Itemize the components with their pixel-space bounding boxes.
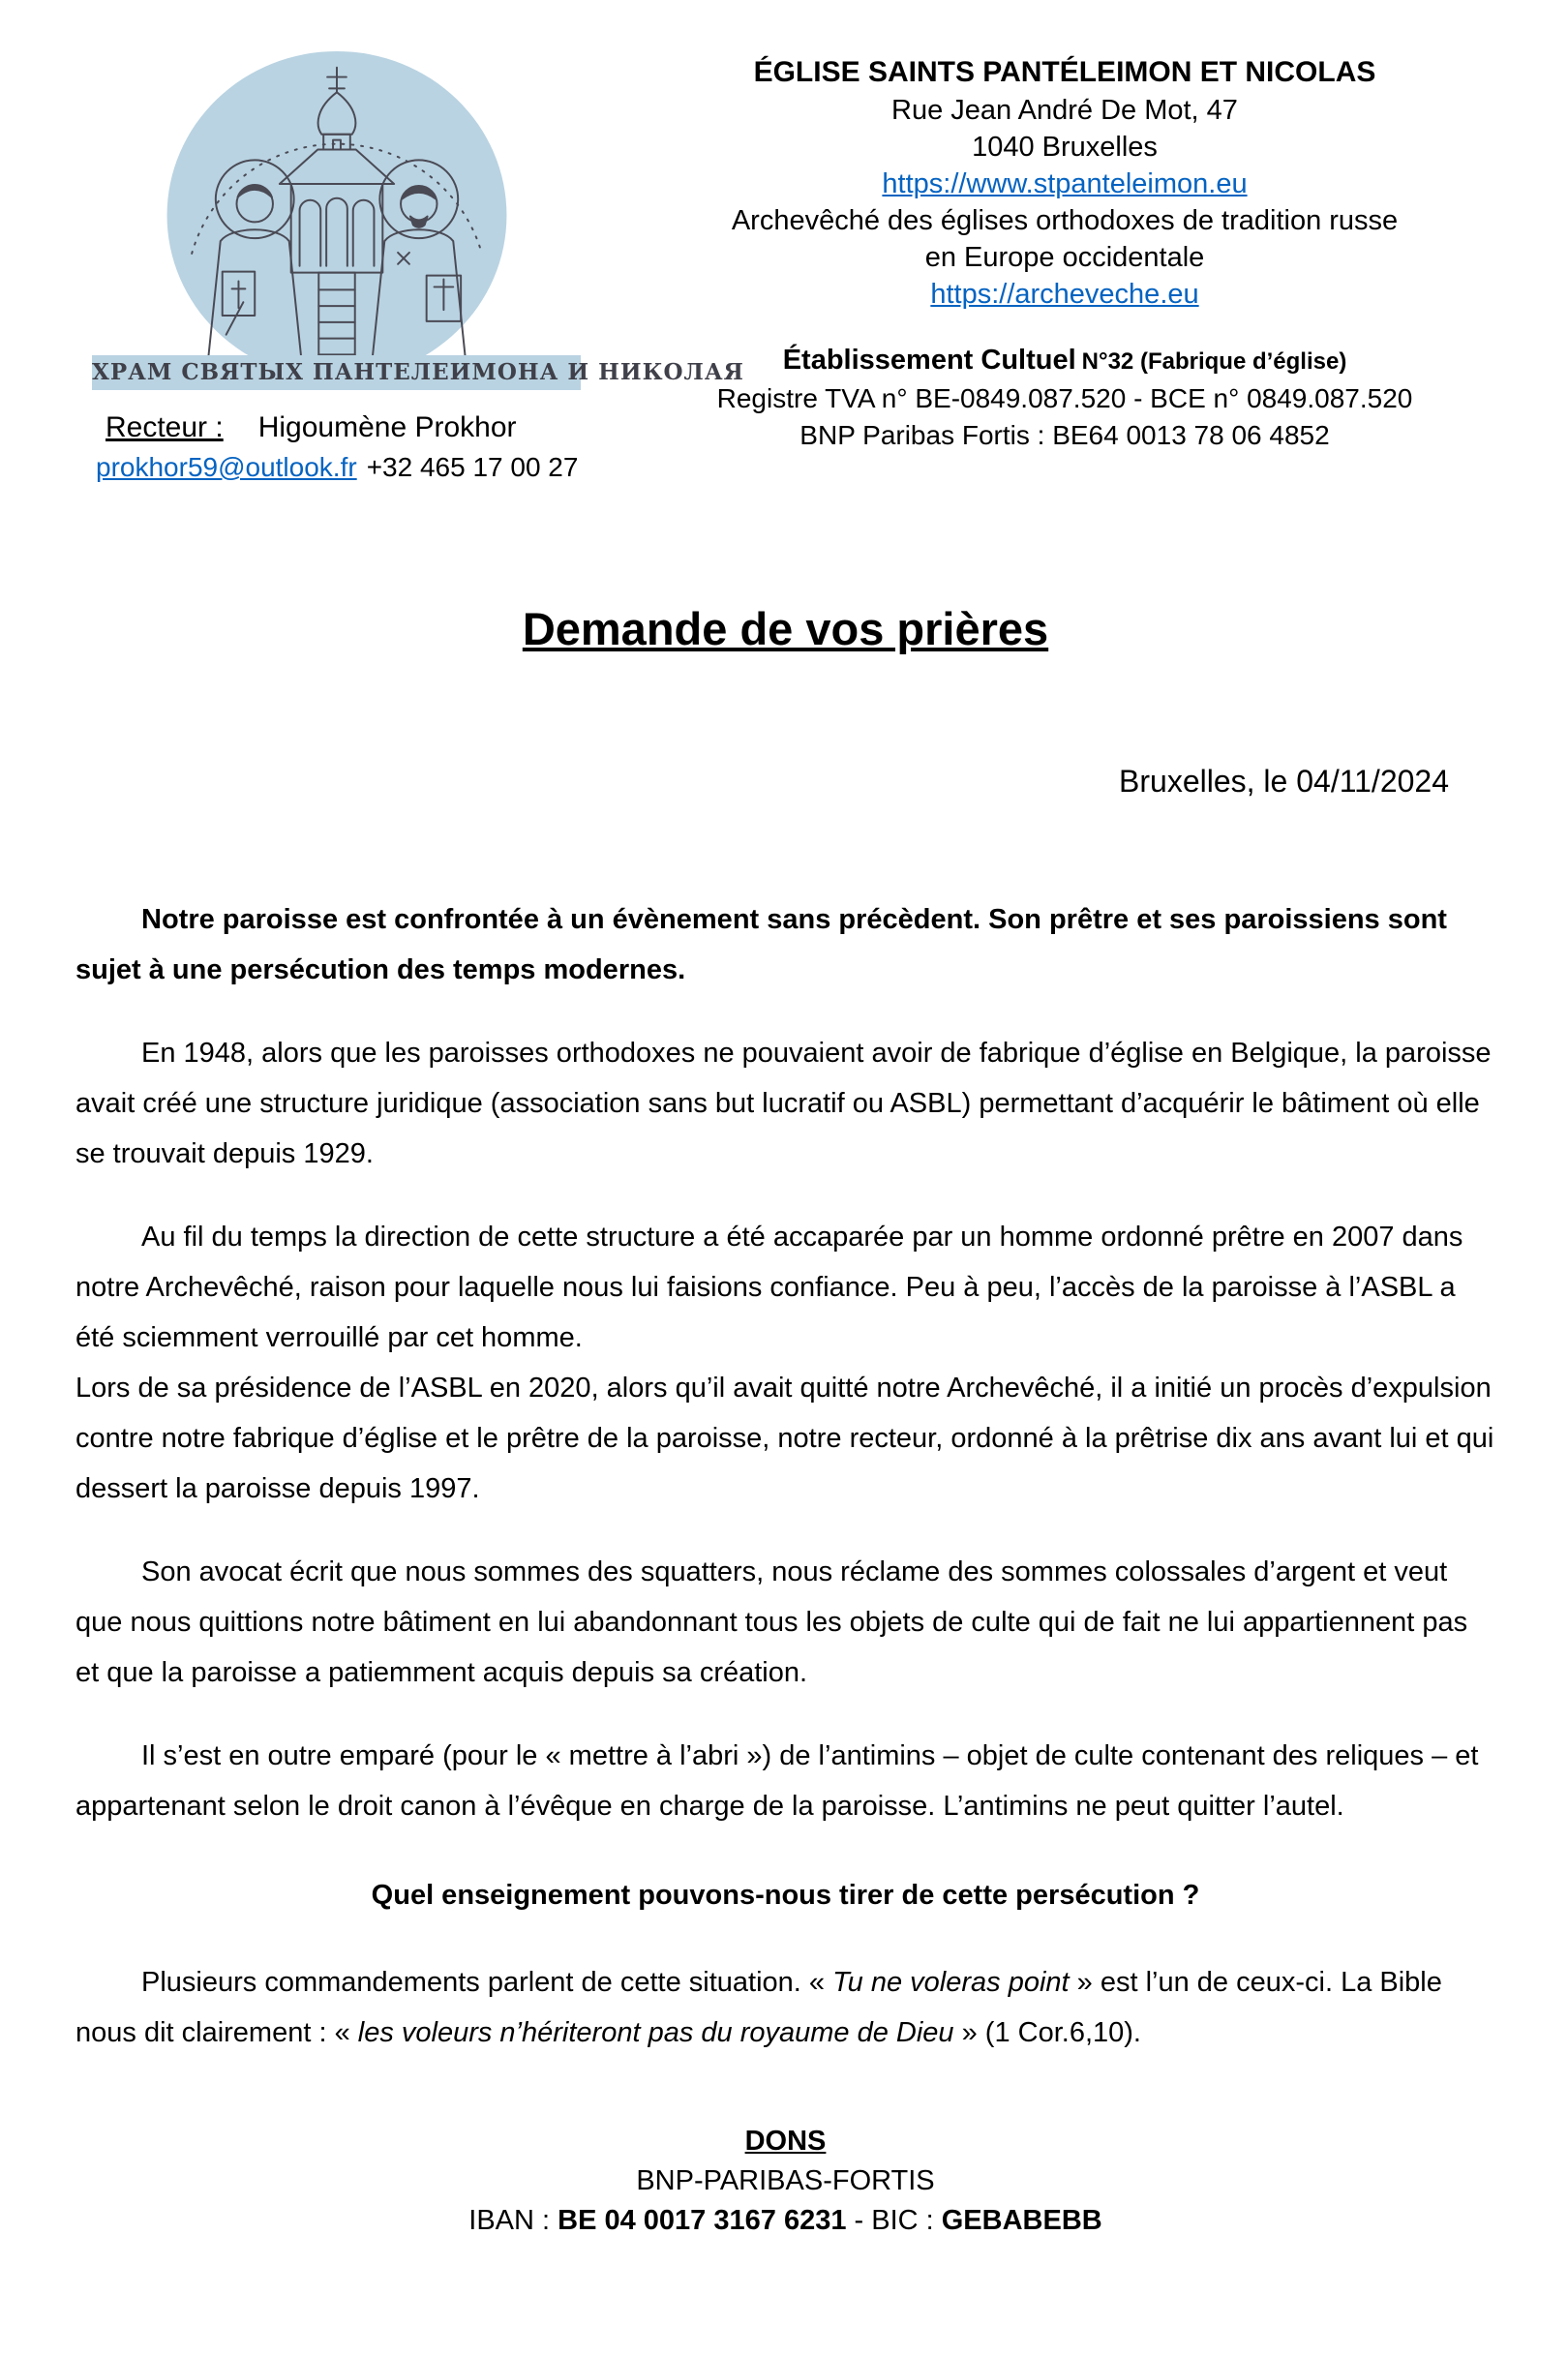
letter-paragraphs xyxy=(75,894,1495,2058)
dateline: Bruxelles, le 04/11/2024 xyxy=(1119,764,1449,799)
rector-line xyxy=(92,411,581,444)
org-address-line1: Rue Jean André De Mot, 47 xyxy=(891,95,1238,126)
etablissement-detail: N°32 (Fabrique d’église) xyxy=(1081,348,1347,375)
org-registry: Registre TVA n° BE-0849.087.520 - BCE n° 0849.087.520 xyxy=(716,383,1413,413)
rector-contact-line xyxy=(92,452,581,483)
paragraph-presidence: Lors de sa présidence de l’ASBL en 2020, alors qu’il avait quitté notre Archevêché, il a initié un procès d’expulsion contre notre fabrique d’église et le prêtre de la paroisse, notre recteur, ordonné à la prêtrise dix ans avant lui et qui dessert la paroisse depuis 1997. xyxy=(75,1373,1494,1504)
question-heading: Quel enseignement pouvons-nous tirer de cette persécution ? xyxy=(371,1880,1200,1911)
org-name: ÉGLISE SAINTS PANTÉLEIMON ET NICOLAS xyxy=(753,56,1376,88)
org-etablissement-line xyxy=(629,342,1500,380)
iban-value: BE 04 0017 3167 6231 xyxy=(558,2205,847,2236)
church-logo xyxy=(92,48,581,382)
rector-label: Recteur : xyxy=(106,411,224,443)
rector-phone: +32 465 17 00 27 xyxy=(366,452,579,482)
paragraph-antimins: Il s’est en outre emparé (pour le « mettre à l’abri ») de l’antimins – objet de culte contenant des reliques – et appartenant selon le droit canon à l’évêque en charge de la paroisse. L’antimins ne peut quitter l’autel. xyxy=(75,1740,1479,1822)
donations-title: DONS xyxy=(744,2126,827,2157)
bic-label: - BIC : xyxy=(846,2205,942,2236)
rector-name: Higoumène Prokhor xyxy=(257,411,517,443)
org-info-block xyxy=(629,53,1500,454)
paragraph-1948: En 1948, alors que les paroisses orthodoxes ne pouvaient avoir de fabrique d’église en Belgique, la paroisse avait créé une structure juridique (association sans but lucratif ou ASBL) permettant d’acquérir le bâtiment où elle se trouvait depuis 1929. xyxy=(75,1038,1492,1169)
donations-block xyxy=(75,2122,1495,2241)
quote-italic-1: Tu ne voleras point xyxy=(832,1967,1070,1998)
org-address-line2: 1040 Bruxelles xyxy=(972,132,1158,163)
org-affiliation-line2: en Europe occidentale xyxy=(924,242,1205,273)
quote-italic-2: les voleurs n’hériteront pas du royaume de Dieu xyxy=(357,2017,954,2048)
letter-body xyxy=(75,602,1495,2241)
bic-value: GEBABEBB xyxy=(941,2205,1102,2236)
org-affiliation-line1: Archevêché des églises orthodoxes de tradition russe xyxy=(731,205,1399,236)
paragraph-avocat: Son avocat écrit que nous sommes des squatters, nous réclame des sommes colossales d’argent et veut que nous quittions notre bâtiment en lui abandonnant tous les objets de culte qui de fait ne lui appartiennent pas et que la paroisse a patiemment acquis depuis sa création. xyxy=(75,1556,1468,1688)
donations-iban-line xyxy=(75,2201,1495,2241)
paragraph-intro: Notre paroisse est confrontée à un évènement sans précèdent. Son prêtre et ses paroissiens sont sujet à une persécution des temps modernes. xyxy=(75,904,1447,985)
saints-and-church-icon xyxy=(163,48,511,382)
paragraph-structure: Au fil du temps la direction de cette structure a été accaparée par un homme ordonné prêtre en 2007 dans notre Archevêché, raison pour laquelle nous lui faisions confiance. Peu à peu, l’accès de la paroisse à l’ASBL a été sciemment verrouillé par cet homme. xyxy=(75,1222,1463,1353)
etablissement-label: Établissement Cultuel xyxy=(782,345,1076,376)
logo-block xyxy=(92,48,744,483)
archeveche-website-link[interactable]: https://archeveche.eu xyxy=(930,279,1199,310)
logo-caption: ХРАМ СВЯТЫХ ПАНТЕЛЕИМОНА И НИКОЛАЯ xyxy=(92,355,581,390)
rector-email-link[interactable]: prokhor59@outlook.fr xyxy=(96,452,357,482)
letter-title: Demande de vos prières xyxy=(522,603,1049,654)
paragraph-commandements: Plusieurs commandements parlent de cette situation. « Tu ne voleras point » est l’un de ceux-ci. La Bible nous dit clairement : « les voleurs n’hériteront pas du royaume de Dieu » (1 Cor.6,10). xyxy=(75,1967,1442,2048)
org-bank-account: BNP Paribas Fortis : BE64 0013 78 06 4852 xyxy=(799,420,1330,450)
org-website-link[interactable]: https://www.stpanteleimon.eu xyxy=(882,168,1248,199)
iban-label: IBAN : xyxy=(468,2205,558,2236)
donations-bank-name: BNP-PARIBAS-FORTIS xyxy=(636,2165,935,2196)
